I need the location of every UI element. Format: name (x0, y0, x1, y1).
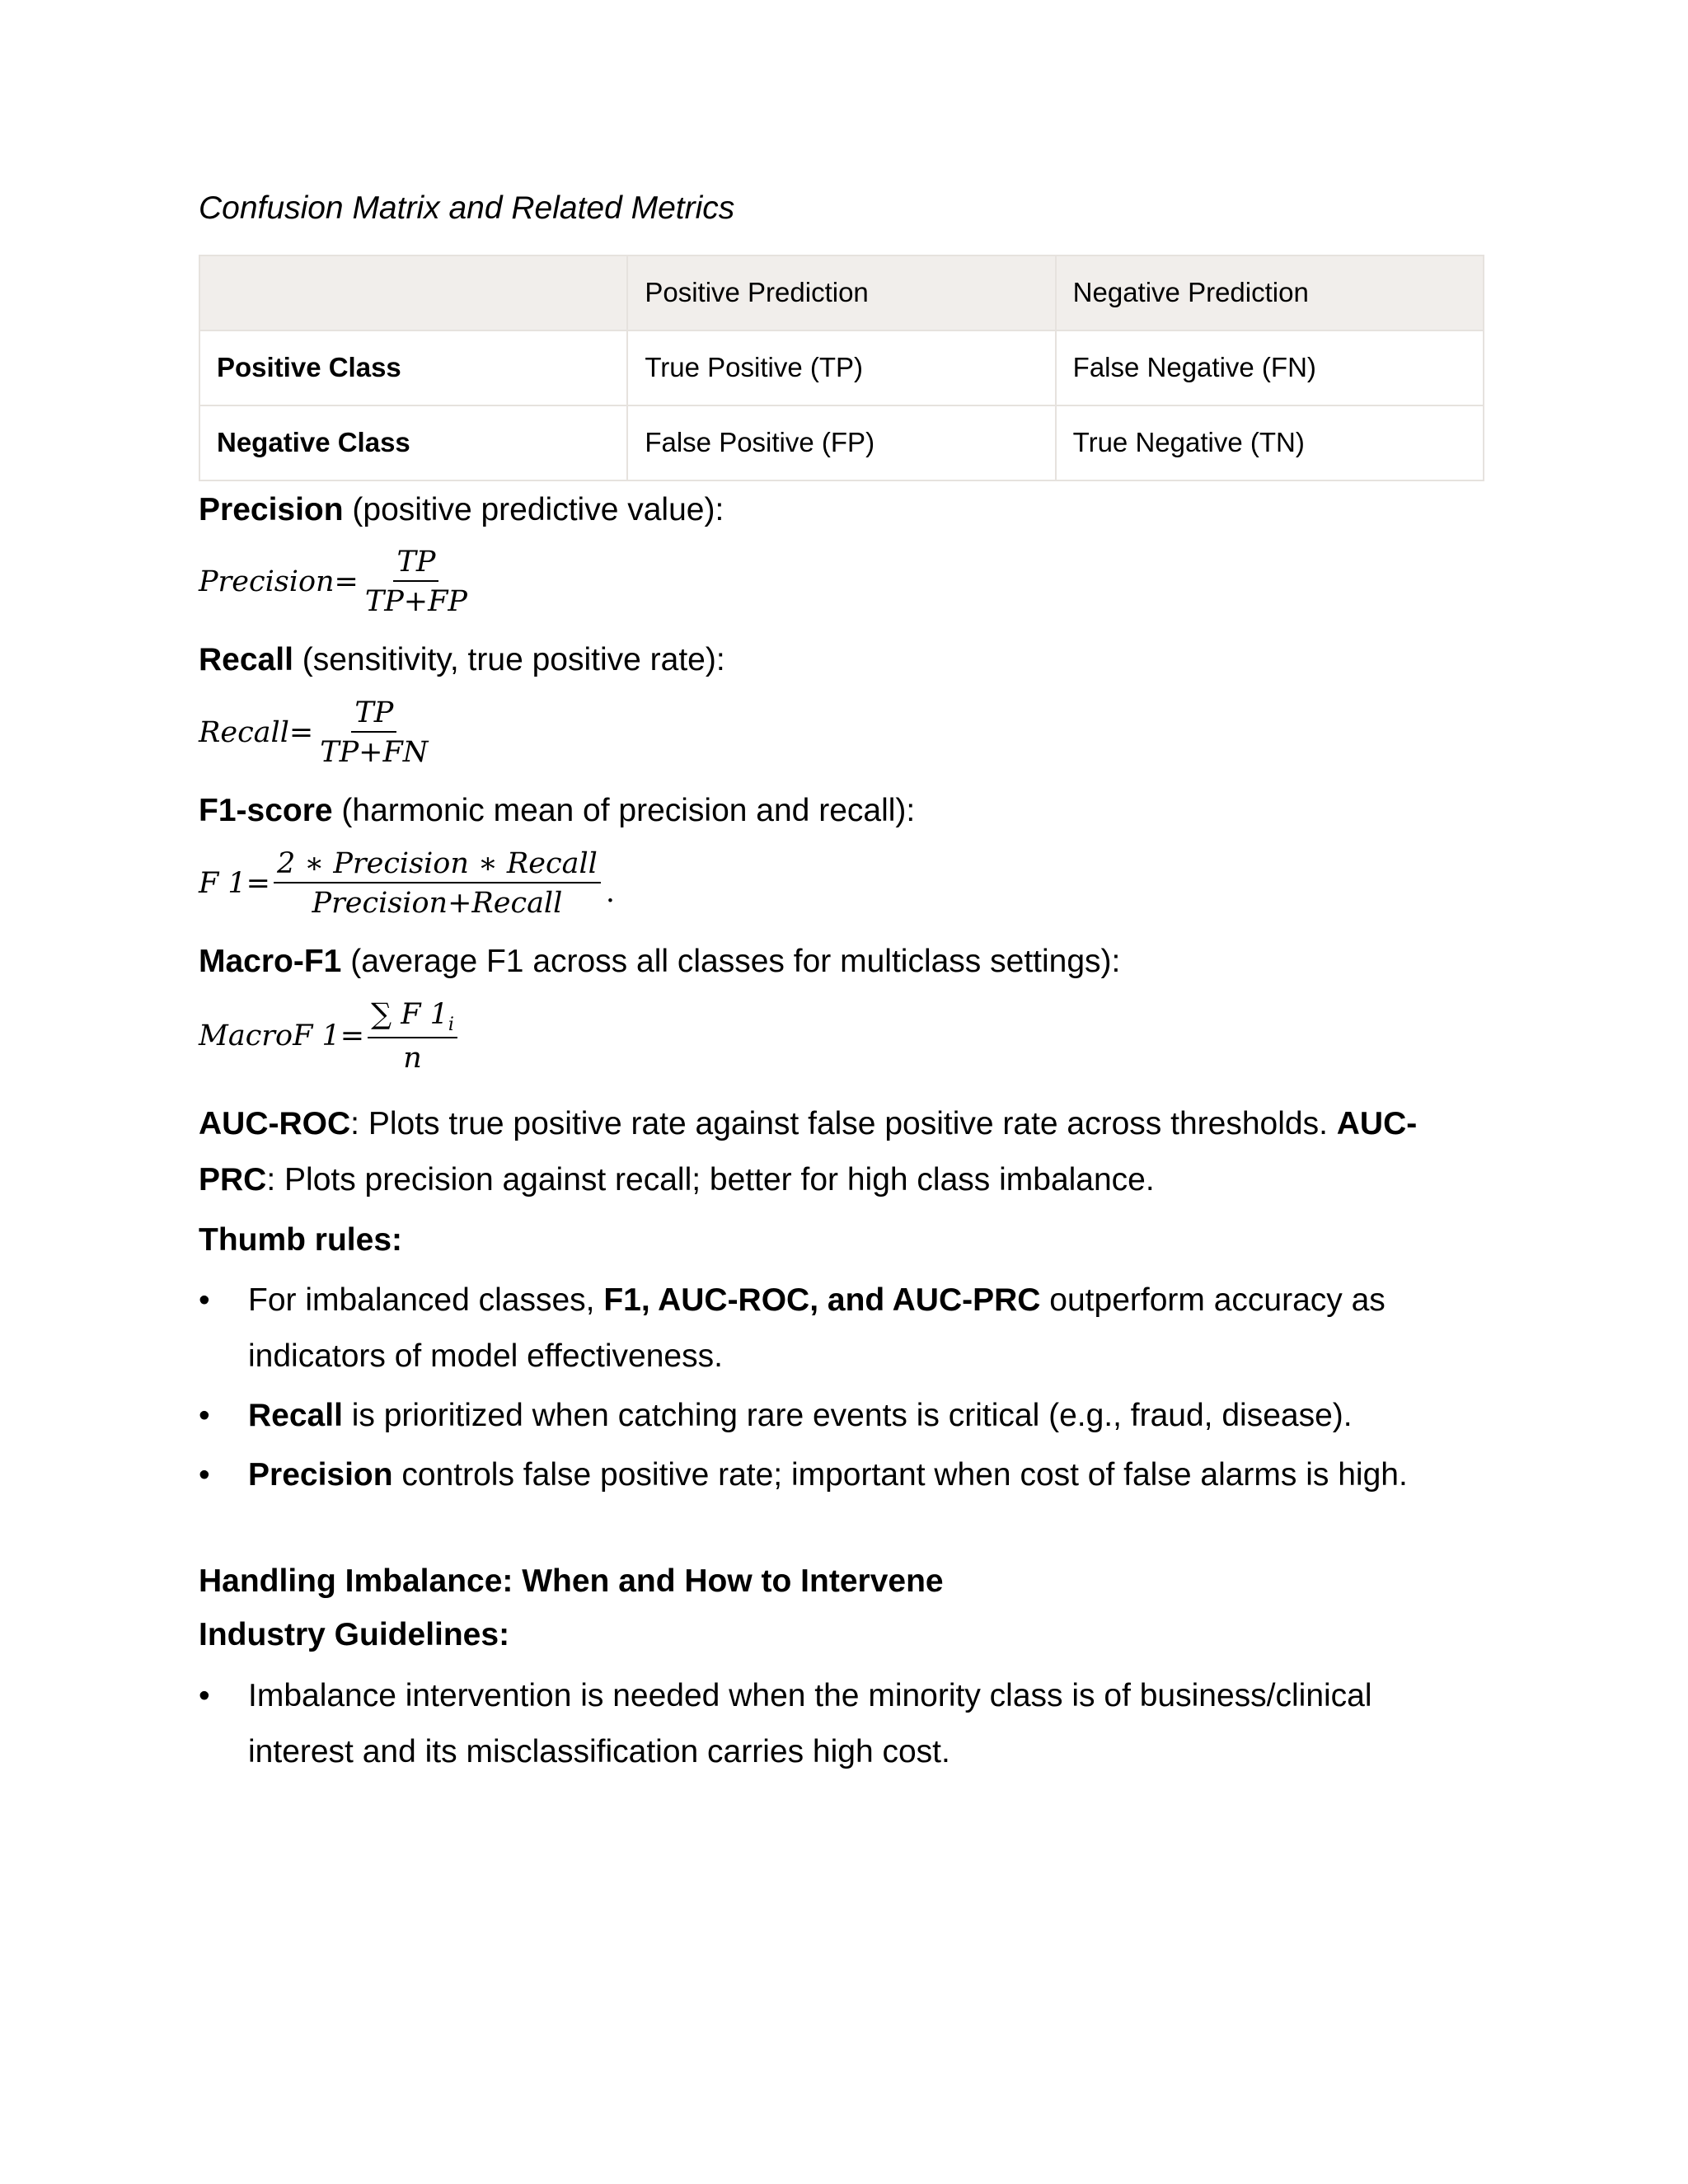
formula-denominator: n (403, 1041, 422, 1075)
f1-description: (harmonic mean of precision and recall): (332, 793, 916, 829)
f1-term: F1-score (199, 793, 333, 829)
bullet-icon: • (199, 1457, 210, 1493)
list-item-bold: Precision (248, 1457, 393, 1493)
recall-description: (sensitivity, true positive rate): (293, 642, 725, 678)
precision-description: (positive predictive value): (343, 491, 724, 527)
auc-prc-term: AUC-PRC (199, 1105, 1418, 1197)
table-cell: True Positive (TP) (627, 330, 1055, 405)
formula-numerator: TP (351, 696, 396, 733)
table-row (199, 405, 1484, 480)
bullet-icon: • (199, 1677, 210, 1713)
formula-fraction (316, 696, 431, 769)
macro-f1-description: (average F1 across all classes for multiclass settings): (341, 943, 1121, 979)
precision-term: Precision (199, 491, 344, 527)
precision-formula (199, 546, 1484, 618)
bullet-icon: • (199, 1398, 210, 1434)
auc-paragraph (199, 1096, 1484, 1208)
table-caption: Confusion Matrix and Related Metrics (199, 190, 735, 226)
formula-lhs: F 1= (199, 866, 271, 900)
formula-lhs: Precision= (199, 565, 359, 599)
formula-fraction (362, 546, 471, 618)
formula-lhs: MacroF 1= (199, 1019, 365, 1053)
formula-numerator: TP (393, 546, 438, 582)
industry-guidelines-heading: Industry Guidelines: (199, 1616, 510, 1652)
f1-formula (199, 847, 1484, 920)
formula-denominator: TP+FP (364, 585, 467, 619)
table-cell: False Negative (FN) (1056, 330, 1484, 405)
table-header-cell: Negative Prediction (1056, 255, 1484, 330)
list-item (199, 1272, 1484, 1385)
row-header-cell: Negative Class (199, 405, 627, 480)
f1-definition (199, 790, 1484, 832)
list-item (199, 1388, 1484, 1444)
thumb-rules-heading: Thumb rules: (199, 1221, 403, 1258)
list-item (199, 1668, 1484, 1780)
subscript: i (448, 1014, 454, 1035)
formula-fraction (368, 998, 457, 1075)
imbalance-heading: Handling Imbalance: When and How to Intervene (199, 1563, 944, 1600)
table-header-cell: Positive Prediction (627, 255, 1055, 330)
macro-f1-term: Macro-F1 (199, 943, 342, 979)
table-cell: True Negative (TN) (1056, 405, 1484, 480)
list-item-text: is prioritized when catching rare events is critical (e.g., fraud, disease). (342, 1398, 1353, 1434)
formula-fraction (274, 847, 601, 920)
bullet-icon: • (199, 1282, 210, 1319)
auc-roc-description: : Plots true positive rate against false positive rate across thresholds. (350, 1105, 1337, 1141)
formula-denominator: Precision+Recall (312, 886, 563, 920)
recall-term: Recall (199, 642, 293, 678)
list-item-text: For imbalanced classes, (248, 1282, 604, 1319)
table-row (199, 330, 1484, 405)
thumb-rules-list (199, 1272, 1484, 1503)
table-cell: False Positive (FP) (627, 405, 1055, 480)
table-header-row (199, 255, 1484, 330)
precision-definition (199, 490, 1484, 532)
list-item-bold: Recall (248, 1398, 343, 1434)
confusion-matrix-table (199, 255, 1484, 481)
document-page (199, 190, 1484, 1783)
list-item-bold: F1, AUC-ROC, and AUC-PRC (603, 1282, 1041, 1319)
list-item-text: Imbalance intervention is needed when the minority class is of business/clinical interest and its misclassification carries high cost. (248, 1677, 1372, 1769)
macro-f1-formula (199, 998, 1484, 1075)
formula-numerator (368, 998, 457, 1038)
formula-numerator: 2 ∗ Precision ∗ Recall (274, 847, 601, 883)
recall-definition (199, 640, 1484, 682)
auc-roc-term: AUC-ROC (199, 1105, 351, 1141)
formula-lhs: Recall= (199, 716, 314, 750)
spacer (199, 1507, 1484, 1549)
row-header-cell: Positive Class (199, 330, 627, 405)
formula-period: . (605, 875, 615, 909)
list-item-text: outperform accuracy as indicators of model effectiveness. (248, 1282, 1386, 1375)
macro-f1-definition (199, 941, 1484, 983)
list-item-text: controls false positive rate; important when cost of false alarms is high. (392, 1457, 1408, 1493)
formula-denominator: TP+FN (320, 736, 429, 770)
guidelines-list (199, 1668, 1484, 1780)
auc-prc-description: : Plots precision against recall; better for high class imbalance. (266, 1161, 1155, 1197)
table-header-cell (199, 255, 627, 330)
recall-formula (199, 696, 1484, 769)
list-item (199, 1447, 1484, 1503)
sum-expression: ∑ F 1 (371, 997, 448, 1031)
